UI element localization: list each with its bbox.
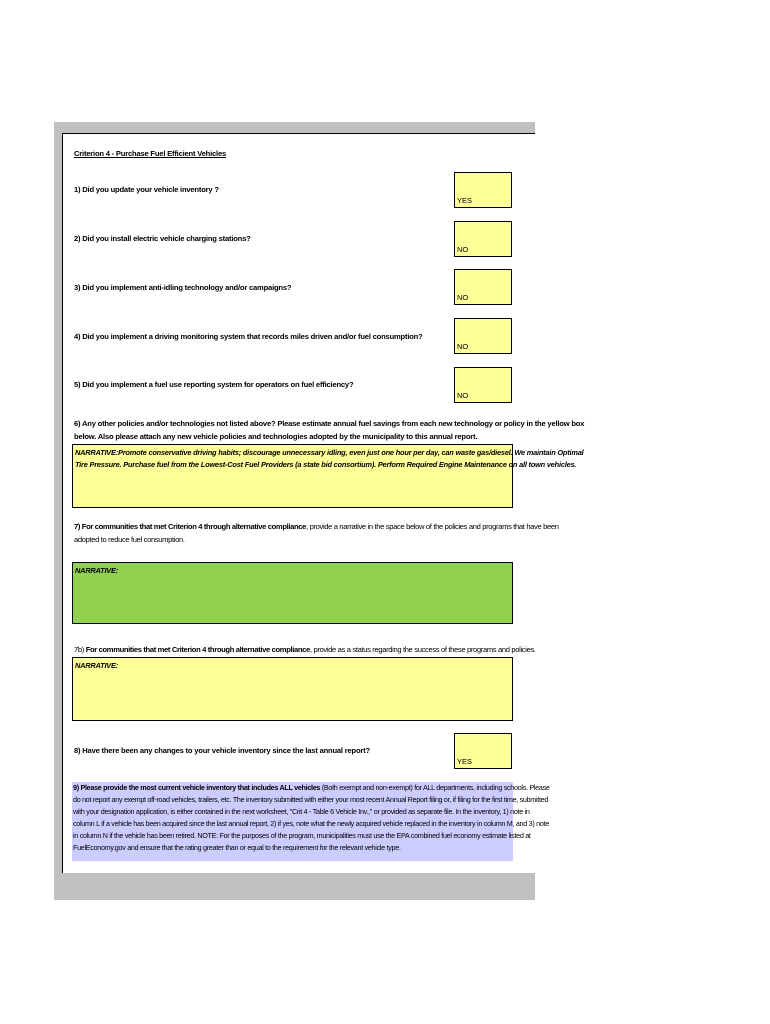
question-7b-prefix: 7b) [74, 645, 86, 654]
question-6-narrative-box[interactable] [72, 444, 584, 508]
question-9-line-4: column L if a vehicle has been acquired since the last annual report, 2) if yes, note what the newly acquired vehicle replaced in the inventory in column M, and 3) note [73, 819, 549, 828]
question-4-answer-cell[interactable] [454, 318, 512, 354]
question-1-answer-cell[interactable] [454, 172, 512, 208]
question-7-narrative-label: NARRATIVE: [75, 566, 119, 575]
question-6-narrative-line-1: NARRATIVE:Promote conservative driving habits; discourage unnecessary idling, even just one hour per day, can waste gas/diesel. We maintain Optimal [75, 448, 584, 457]
question-1-text: 1) Did you update your vehicle inventory ? [74, 185, 219, 194]
question-7b-rest: , provide as a status regarding the success of these programs and policies. [309, 645, 536, 654]
question-9-bold: 9) Please provide the most current vehicle inventory that includes ALL vehicles [73, 783, 321, 792]
question-2-answer-cell[interactable] [454, 221, 512, 257]
question-2-text: 2) Did you install electric vehicle charging stations? [74, 234, 251, 243]
question-3-answer-cell[interactable] [454, 269, 512, 305]
question-9-line-2: do not report any exempt off-road vehicles, trailers, etc. The inventory submitted with either your most recent Annual Report filing or, if filing for the first time, submitted [73, 795, 549, 804]
question-9-line-6: FuelEconomy.gov and ensure that the rating greater than or equal to the requirement for the relevant vehicle type. [73, 843, 401, 852]
question-8-answer: YES [457, 757, 473, 766]
question-7-narrative-box[interactable] [72, 562, 513, 624]
question-5-text: 5) Did you implement a fuel use reporting system for operators on fuel efficiency? [74, 380, 354, 389]
question-9-line-1 [72, 782, 550, 794]
question-8-answer-cell[interactable] [454, 733, 512, 769]
question-7b-text [74, 644, 536, 656]
question-8-text: 8) Have there been any changes to your vehicle inventory since the last annual report? [74, 746, 370, 755]
question-7-bold: 7) For communities that met Criterion 4 through alternative compliance [74, 522, 307, 531]
question-4-text: 4) Did you implement a driving monitoring system that records miles driven and/or fuel consumption? [74, 332, 423, 341]
question-4-answer: NO [457, 342, 469, 351]
question-7b-bold: For communities that met Criterion 4 through alternative compliance [85, 645, 310, 654]
question-7-line-2: adopted to reduce fuel consumption. [74, 535, 185, 544]
section-title: Criterion 4 - Purchase Fuel Efficient Vehicles [74, 149, 227, 158]
question-9-block [72, 782, 550, 861]
question-7-rest: , provide a narrative in the space below of the policies and programs that have been [306, 522, 559, 531]
question-7b-narrative-box[interactable] [72, 657, 513, 721]
question-6-line-1: 6) Any other policies and/or technologies not listed above? Please estimate annual fuel savings from each new technology or policy in the yellow box [74, 419, 585, 428]
question-7-line-1 [74, 521, 559, 533]
question-5-answer: NO [457, 391, 469, 400]
question-9-line-5: in column N if the vehicle has been retired. NOTE: For the purposes of the program, municipalities must use the EPA combined fuel economy estimate listed at [73, 831, 531, 840]
question-7b-narrative-label: NARRATIVE: [75, 661, 119, 670]
question-6-narrative-line-2: Tire Pressure. Purchase fuel from the Lowest-Cost Fuel Providers (a state bid consortium). Perform Required Engine Maintenance on all town vehicles. [75, 460, 577, 469]
question-6-line-2: below. Also please attach any new vehicle policies and technologies adopted by the municipality to this annual report. [74, 432, 478, 441]
question-1-answer: YES [457, 196, 473, 205]
question-3-text: 3) Did you implement anti-idling technology and/or campaigns? [74, 283, 292, 292]
question-9-line-3: with your designation application, is either contained in the next worksheet, "Crit 4 - Table 6 Vehicle Inv.," or provided as separate file. In the inventory, 1) note in [73, 807, 530, 816]
question-2-answer: NO [457, 245, 469, 254]
question-3-answer: NO [457, 293, 469, 302]
question-9-line-1-rest: (Both exempt and non-exempt) for ALL departments, including schools. Please [320, 783, 550, 792]
question-5-answer-cell[interactable] [454, 367, 512, 403]
